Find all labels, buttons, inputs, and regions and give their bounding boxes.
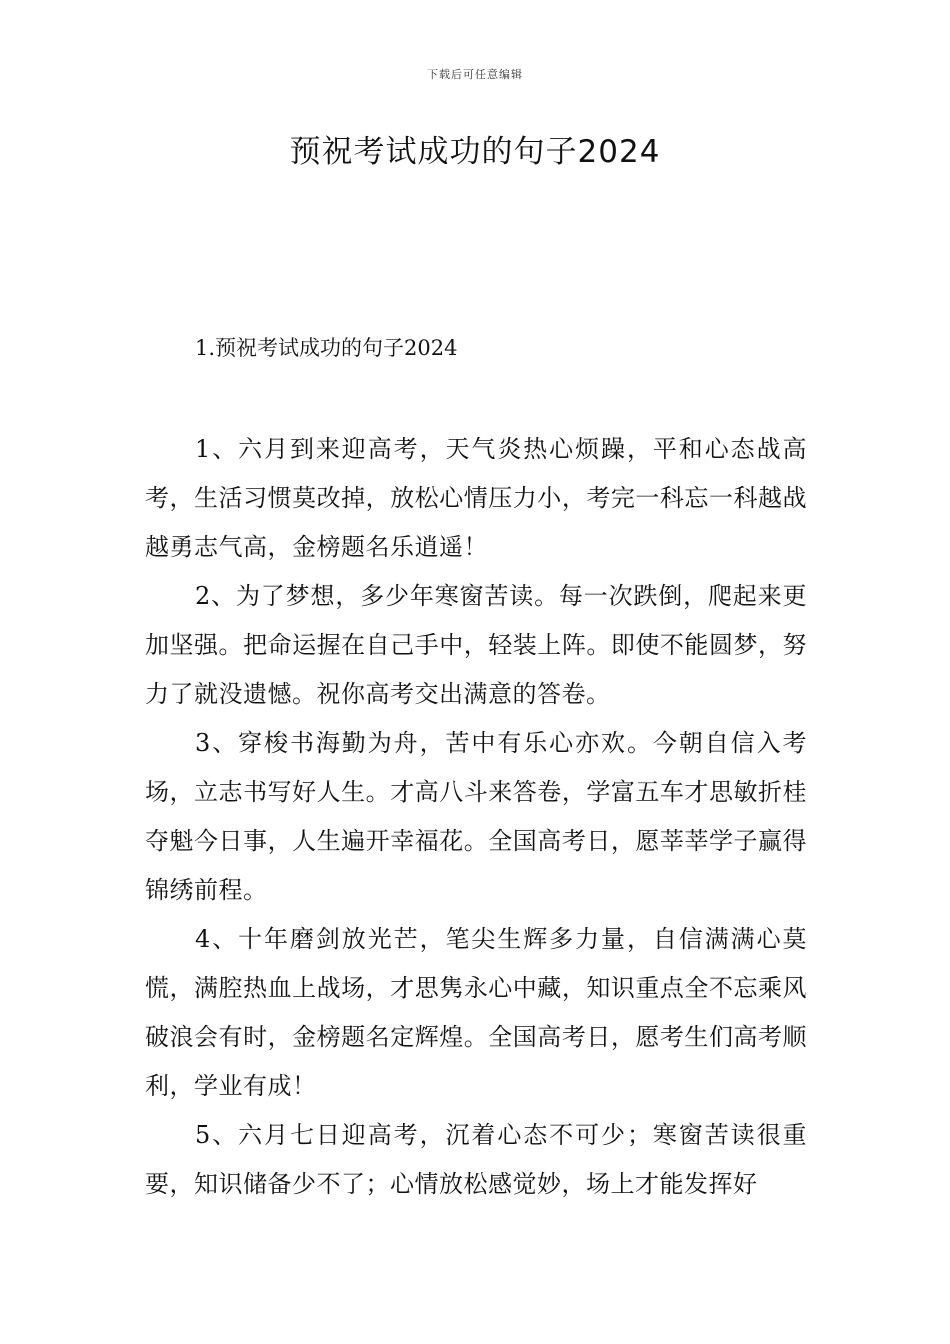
header-note: 下载后可任意编辑 bbox=[427, 68, 523, 81]
document-title: 预祝考试成功的句子2024 bbox=[289, 134, 661, 170]
paragraph: 2、为了梦想，多少年寒窗苦读。每一次跌倒，爬起来更加坚强。把命运握在自己手中，轻装上阵。即使不能圆梦，努力了就没遗憾。祝你高考交出满意的答卷。 bbox=[145, 582, 807, 708]
paragraph: 4、十年磨剑放光芒，笔尖生辉多力量，自信满满心莫慌，满腔热血上战场，才思隽永心中藏，知识重点全不忘乘风破浪会有时，金榜题名定辉煌。全国高考日，愿考生们高考顺利，学业有成！ bbox=[145, 925, 807, 1100]
document-body bbox=[145, 425, 807, 1209]
paragraph: 5、六月七日迎高考，沉着心态不可少；寒窗苦读很重要，知识储备少不了；心情放松感觉妙，场上才能发挥好 bbox=[145, 1121, 807, 1198]
paragraph: 3、穿梭书海勤为舟，苦中有乐心亦欢。今朝自信入考场，立志书写好人生。才高八斗来答卷，学富五车才思敏折桂夺魁今日事，人生遍开幸福花。全国高考日，愿莘莘学子赢得锦绣前程。 bbox=[145, 729, 807, 904]
paragraph: 1、六月到来迎高考，天气炎热心烦躁，平和心态战高考，生活习惯莫改掉，放松心情压力小，考完一科忘一科越战越勇志气高，金榜题名乐逍遥！ bbox=[145, 435, 807, 561]
section-heading: 1.预祝考试成功的句子2024 bbox=[195, 336, 458, 360]
